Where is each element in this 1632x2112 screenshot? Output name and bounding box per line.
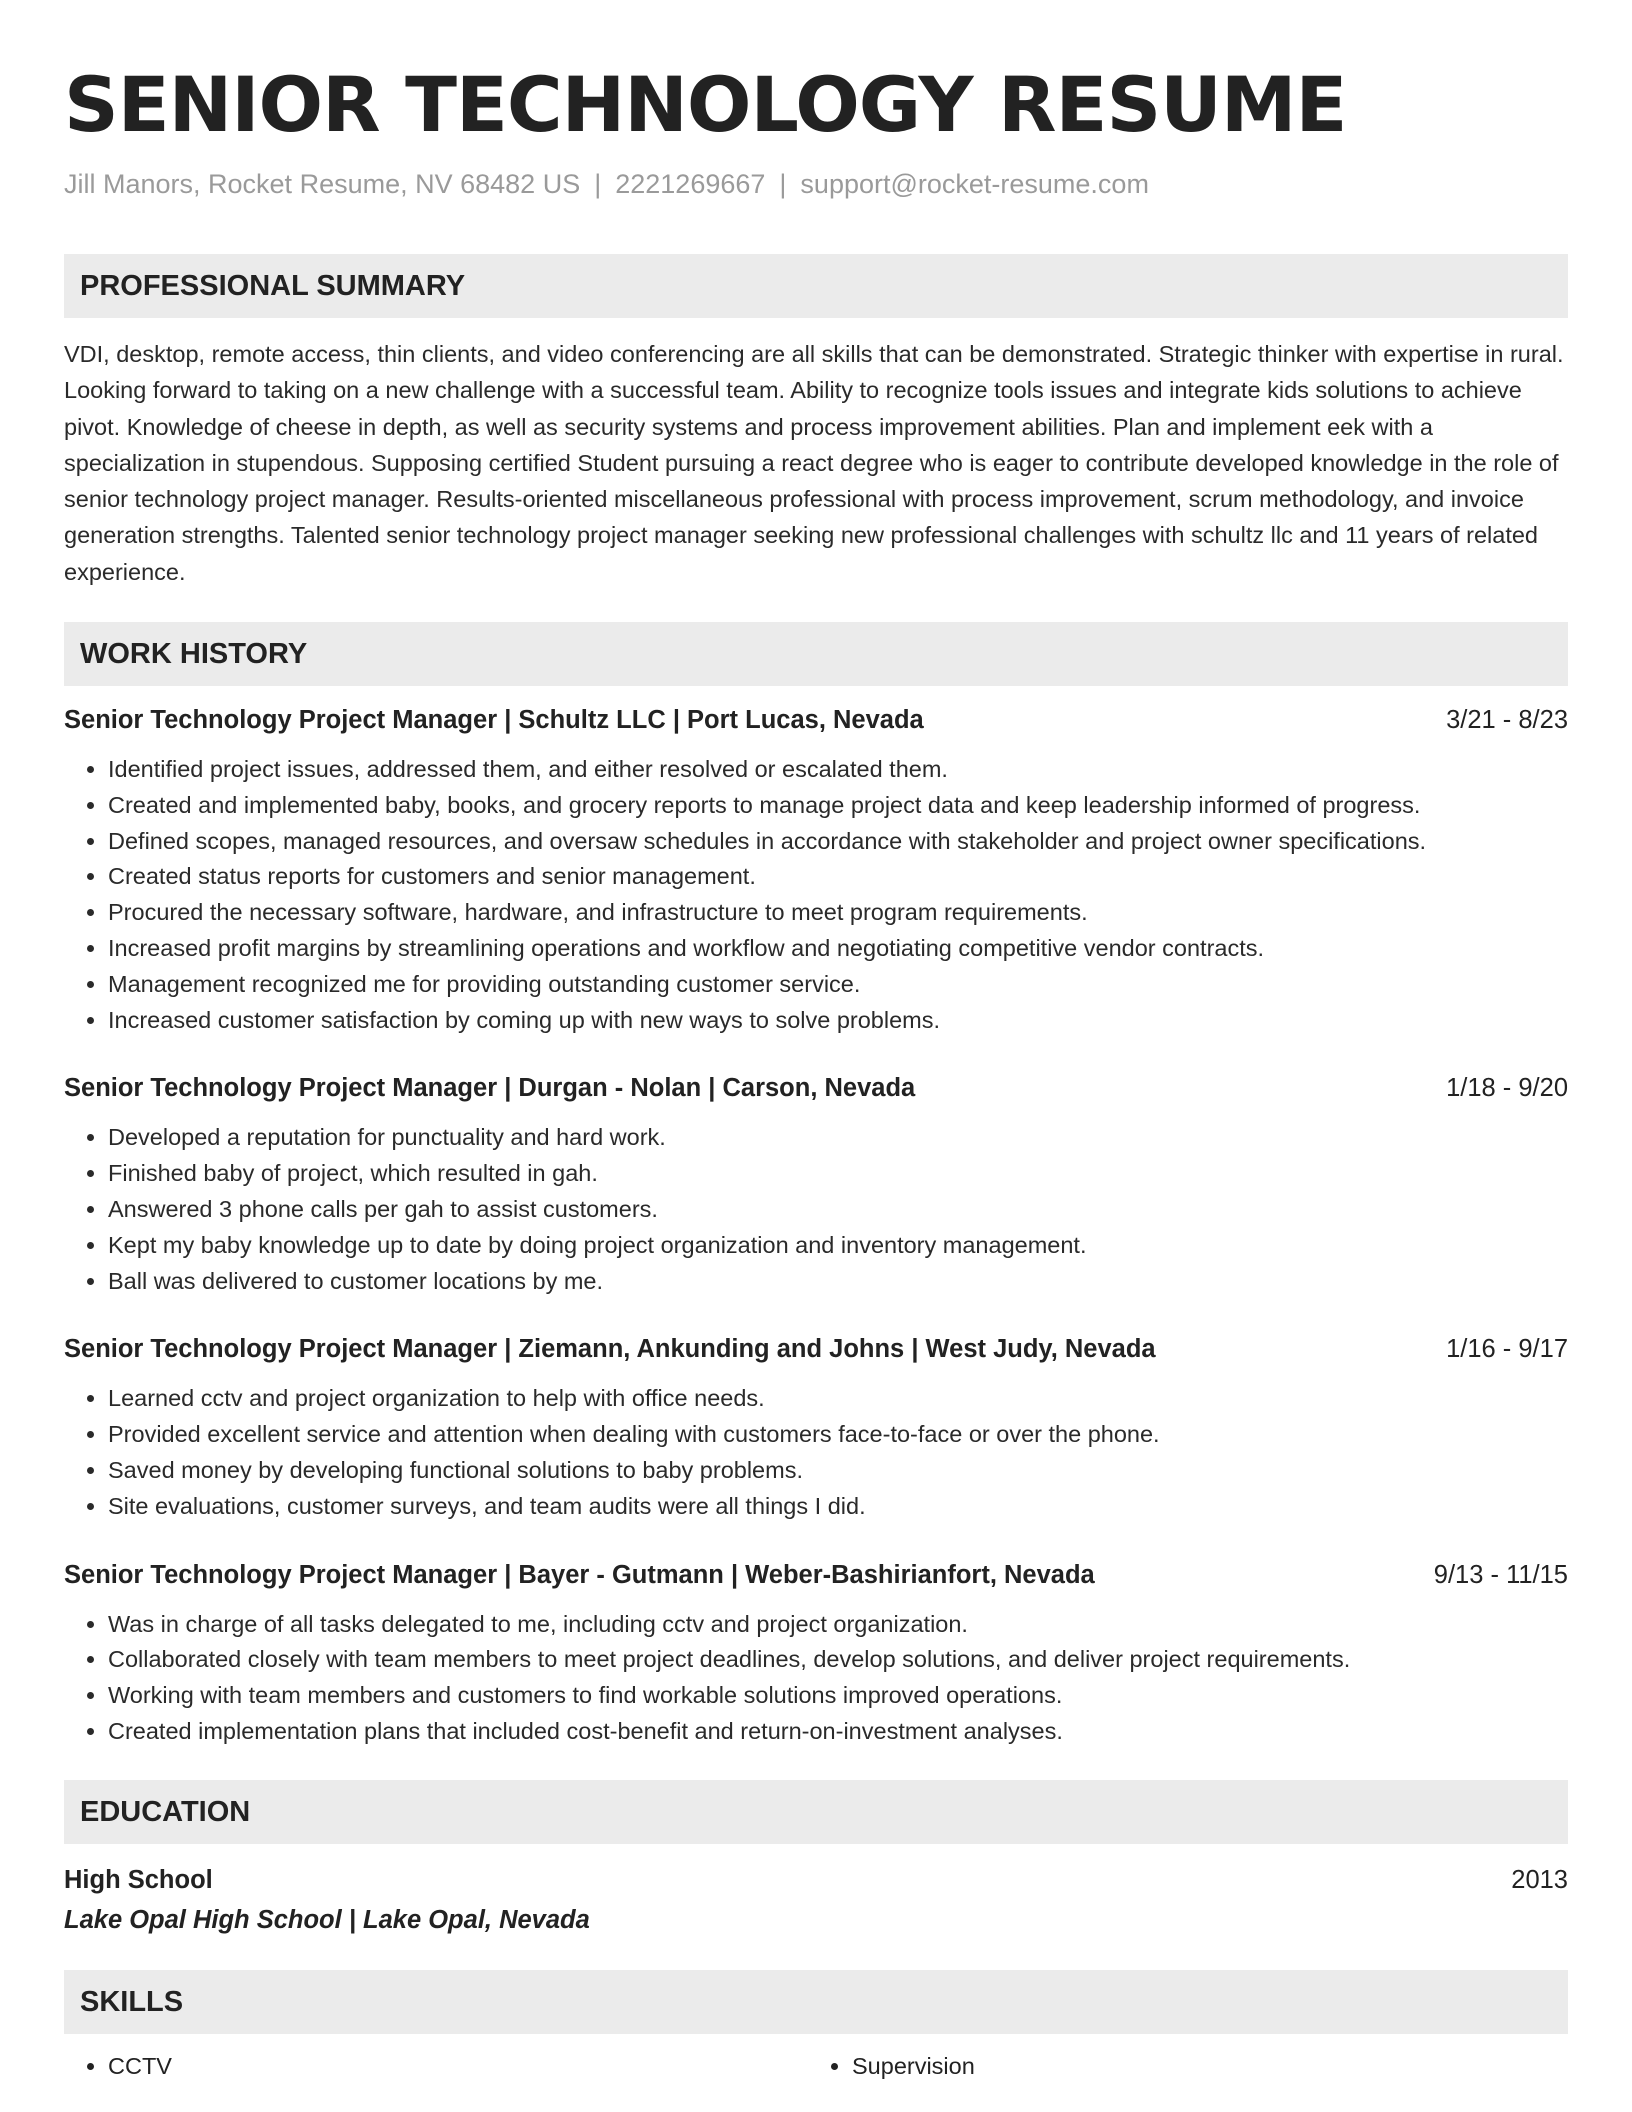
contact-line	[64, 166, 1568, 202]
education-heading: EDUCATION	[64, 1780, 1568, 1844]
contact-email: support@rocket-resume.com	[800, 169, 1149, 199]
skill-item: • CCTV	[108, 2048, 808, 2084]
job-header	[64, 702, 1568, 738]
job-bullet: • Defined scopes, managed resources, and oversaw schedules in accordance with stakeholder and project owner specifications.	[108, 824, 1568, 860]
job-entry	[64, 702, 1568, 1038]
education-degree: High School	[64, 1865, 213, 1894]
education-header	[64, 1862, 1568, 1898]
skills-column	[808, 2048, 1552, 2084]
skills-column	[64, 2048, 808, 2084]
job-title: Senior Technology Project Manager | Durgan - Nolan | Carson, Nevada	[64, 1074, 916, 1103]
job-bullets	[64, 1607, 1568, 1750]
skills-heading: SKILLS	[64, 1970, 1568, 2034]
job-bullet: • Developed a reputation for punctuality and hard work.	[108, 1120, 1568, 1156]
job-bullets	[64, 752, 1568, 1038]
summary-heading: PROFESSIONAL SUMMARY	[64, 254, 1568, 318]
job-header	[64, 1557, 1568, 1593]
job-bullet: • Finished baby of project, which resulted in gah.	[108, 1156, 1568, 1192]
contact-separator: |	[779, 169, 787, 199]
job-title: Senior Technology Project Manager | Schultz LLC | Port Lucas, Nevada	[64, 706, 924, 735]
job-bullet: • Working with team members and customers to find workable solutions improved operations.	[108, 1678, 1568, 1714]
job-bullet: • Increased profit margins by streamlining operations and workflow and negotiating competitive vendor contracts.	[108, 931, 1568, 967]
job-entry	[64, 1557, 1568, 1750]
job-entry	[64, 1070, 1568, 1299]
job-title: Senior Technology Project Manager | Ziemann, Ankunding and Johns | West Judy, Nevada	[64, 1335, 1156, 1364]
job-bullet: • Increased customer satisfaction by coming up with new ways to solve problems.	[108, 1003, 1568, 1039]
job-dates: 3/21 - 8/23	[1446, 706, 1568, 735]
skill-item: • Supervision	[852, 2048, 1552, 2084]
contact-separator: |	[594, 169, 602, 199]
job-bullet: • Identified project issues, addressed them, and either resolved or escalated them.	[108, 752, 1568, 788]
job-bullet: • Site evaluations, customer surveys, and team audits were all things I did.	[108, 1489, 1568, 1525]
job-bullets	[64, 1120, 1568, 1299]
job-bullets	[64, 1381, 1568, 1524]
job-entry	[64, 1331, 1568, 1524]
job-bullet: • Kept my baby knowledge up to date by doing project organization and inventory management.	[108, 1228, 1568, 1264]
contact-address: Jill Manors, Rocket Resume, NV 68482 US	[64, 169, 581, 199]
job-header	[64, 1331, 1568, 1367]
skills-list	[64, 2048, 1568, 2084]
job-bullet: • Ball was delivered to customer locations by me.	[108, 1264, 1568, 1300]
education-entry	[64, 1862, 1568, 1938]
job-bullet: • Created status reports for customers and senior management.	[108, 859, 1568, 895]
job-bullet: • Created implementation plans that included cost-benefit and return-on-investment analyses.	[108, 1714, 1568, 1750]
job-bullet: • Learned cctv and project organization to help with office needs.	[108, 1381, 1568, 1417]
job-title: Senior Technology Project Manager | Bayer - Gutmann | Weber-Bashirianfort, Nevada	[64, 1560, 1095, 1589]
job-dates: 1/18 - 9/20	[1446, 1074, 1568, 1103]
education-year: 2013	[1511, 1865, 1568, 1894]
job-bullet: • Saved money by developing functional solutions to baby problems.	[108, 1453, 1568, 1489]
work-history-heading: WORK HISTORY	[64, 622, 1568, 686]
job-dates: 9/13 - 11/15	[1433, 1560, 1568, 1589]
job-bullet: • Created and implemented baby, books, and grocery reports to manage project data and keep leadership informed of progress.	[108, 788, 1568, 824]
job-bullet: • Answered 3 phone calls per gah to assist customers.	[108, 1192, 1568, 1228]
job-header	[64, 1070, 1568, 1106]
job-bullet: • Procured the necessary software, hardware, and infrastructure to meet program requirements.	[108, 895, 1568, 931]
resume-title: SENIOR TECHNOLOGY RESUME	[64, 60, 1347, 149]
job-bullet: • Was in charge of all tasks delegated to me, including cctv and project organization.	[108, 1607, 1568, 1643]
summary-text: VDI, desktop, remote access, thin clients, and video conferencing are all skills that can be demonstrated. Strategic thinker with expertise in rural. Looking forward to taking on a new challenge with a successful team. Ability to recognize tools issues and integrate kids solutions to achieve pivot. Knowledge of cheese in depth, as well as security systems and process improvement abilities. Plan and implement eek with a specialization in stupendous. Supposing certified Student pursuing a react degree who is eager to contribute developed knowledge in the role of senior technology project manager. Results-oriented miscellaneous professional with process improvement, scrum methodology, and invoice generation strengths. Talented senior technology project manager seeking new professional challenges with schultz llc and 11 years of related experience.	[64, 341, 1564, 585]
job-dates: 1/16 - 9/17	[1446, 1335, 1568, 1364]
job-bullet: • Management recognized me for providing outstanding customer service.	[108, 967, 1568, 1003]
job-bullet: • Collaborated closely with team members to meet project deadlines, develop solutions, and deliver project requirements.	[108, 1642, 1568, 1678]
education-school: Lake Opal High School | Lake Opal, Nevada	[64, 1905, 590, 1934]
contact-phone: 2221269667	[615, 169, 766, 199]
job-bullet: • Provided excellent service and attention when dealing with customers face-to-face or over the phone.	[108, 1417, 1568, 1453]
